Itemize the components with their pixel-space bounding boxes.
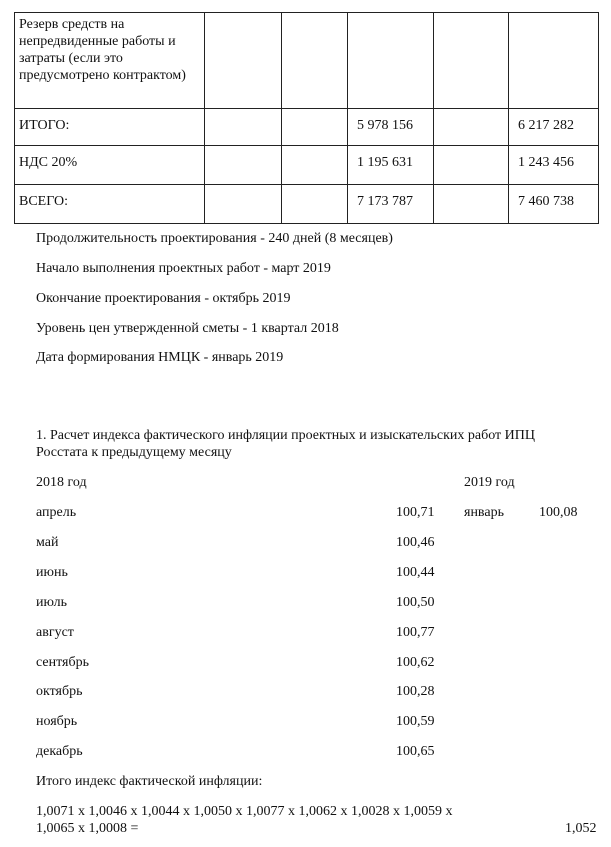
formula-line-1: 1,0071 x 1,0046 x 1,0044 x 1,0050 x 1,0077 x 1,0062 x 1,0028 x 1,0059 x (36, 804, 453, 819)
row-label: НДС 20% (15, 146, 205, 185)
total-label: Итого индекс фактической инфляции: (36, 774, 263, 789)
info-duration: Продолжительность проектирования - 240 дней (8 месяцев) (36, 231, 393, 246)
month-value: 100,44 (396, 565, 435, 580)
row-label: Резерв средств на непредвиденные работы и затраты (если это предусмотрено контрактом) (15, 13, 205, 109)
month-label: август (36, 625, 74, 640)
month-value: 100,65 (396, 744, 435, 759)
formula-line-2: 1,0065 x 1,0008 = (36, 821, 139, 836)
value-2019: 6 217 282 (509, 109, 599, 146)
row-label: ВСЕГО: (15, 185, 205, 224)
month-value: 100,59 (396, 714, 435, 729)
table-row-total (15, 109, 599, 146)
month-value: 100,71 (396, 505, 435, 520)
month-value: 100,08 (539, 505, 578, 520)
table-row-vat (15, 146, 599, 185)
info-start: Начало выполнения проектных работ - март 2019 (36, 261, 331, 276)
info-price-level: Уровень цен утвержденной сметы - 1 квартал 2018 (36, 321, 339, 336)
month-label: май (36, 535, 59, 550)
table-row-grand-total (15, 185, 599, 224)
value-2019 (509, 13, 599, 109)
table-row-reserve (15, 13, 599, 109)
formula-result: 1,052 (565, 821, 597, 836)
info-date: Дата формирования НМЦК - январь 2019 (36, 350, 284, 365)
month-value: 100,62 (396, 655, 435, 670)
year-2018-header: 2018 год (36, 475, 87, 490)
month-value: 100,50 (396, 595, 435, 610)
year-2019-header: 2019 год (464, 475, 515, 490)
value-2019: 1 243 456 (509, 146, 599, 185)
month-label: январь (464, 505, 504, 520)
value-2018 (348, 13, 434, 109)
month-label: октябрь (36, 684, 83, 699)
row-label: ИТОГО: (15, 109, 205, 146)
month-label: июль (36, 595, 67, 610)
value-2018: 5 978 156 (348, 109, 434, 146)
month-label: сентябрь (36, 655, 89, 670)
cost-summary-table (14, 12, 599, 224)
info-end: Окончание проектирования - октябрь 2019 (36, 291, 291, 306)
month-label: апрель (36, 505, 77, 520)
section-title: 1. Расчет индекса фактического инфляции проектных и изыскательских работ ИПЦ Росстата к предыдущему месяцу (36, 428, 536, 460)
value-2018: 1 195 631 (348, 146, 434, 185)
month-value: 100,28 (396, 684, 435, 699)
value-2019: 7 460 738 (509, 185, 599, 224)
month-label: ноябрь (36, 714, 78, 729)
month-value: 100,77 (396, 625, 435, 640)
month-label: июнь (36, 565, 68, 580)
month-label: декабрь (36, 744, 83, 759)
month-value: 100,46 (396, 535, 435, 550)
value-2018: 7 173 787 (348, 185, 434, 224)
